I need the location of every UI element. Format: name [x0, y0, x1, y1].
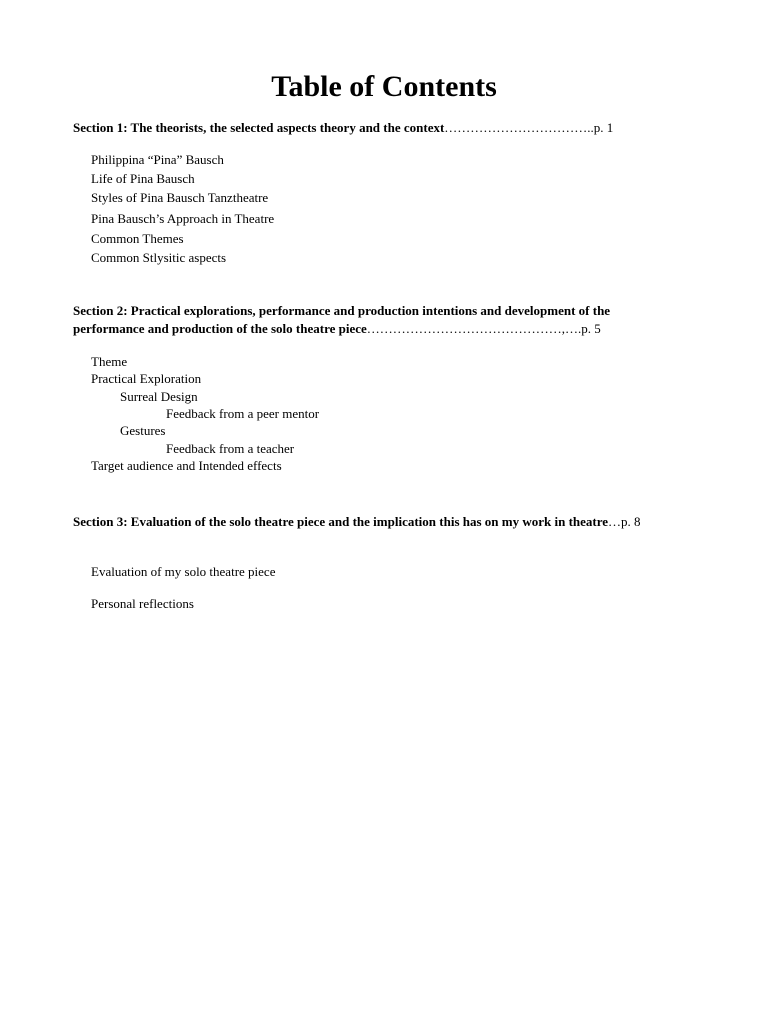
section-3-leader: … [608, 514, 622, 529]
toc-item: Target audience and Intended effects [91, 458, 282, 473]
toc-item: Practical Exploration [91, 371, 202, 386]
toc-item: Styles of Pina Bausch Tanztheatre [91, 190, 269, 205]
toc-section-1 [73, 119, 713, 137]
section-3-page: p. 8 [621, 514, 641, 529]
toc-item: Common Themes [91, 231, 184, 246]
toc-item: Life of Pina Bausch [91, 171, 195, 186]
toc-item: Philippina “Pina” Bausch [91, 152, 224, 167]
toc-subsubitem: Feedback from a peer mentor [166, 406, 320, 421]
section-3-heading: Section 3: Evaluation of the solo theatre piece and the implication this has on my work in theatre [73, 514, 609, 529]
toc-item: Evaluation of my solo theatre piece [91, 564, 276, 579]
toc-item: Common Stlysitic aspects [91, 250, 227, 265]
section-1-heading: Section 1: The theorists, the selected aspects theory and the context [73, 120, 445, 135]
section-2-heading-line-1: Section 2: Practical explorations, performance and production intentions and development of the [73, 303, 611, 318]
section-2-leader: ………………………………………,…. [366, 321, 582, 336]
toc-item: Personal reflections [91, 596, 194, 611]
toc-section-3 [73, 513, 753, 531]
section-1-leader: …………………………….. [444, 120, 594, 135]
toc-item: Pina Bausch’s Approach in Theatre [91, 211, 275, 226]
toc-item: Theme [91, 354, 128, 369]
toc-subitem: Surreal Design [120, 389, 198, 404]
toc-subitem: Gestures [120, 423, 166, 438]
toc-subsubitem: Feedback from a teacher [166, 441, 295, 456]
toc-section-2 [73, 302, 713, 338]
section-1-page: p. 1 [593, 120, 614, 135]
section-2-page: p. 5 [581, 321, 601, 336]
page-title: Table of Contents [271, 70, 497, 103]
section-2-heading-line-2: performance and production of the solo theatre piece [73, 321, 367, 336]
